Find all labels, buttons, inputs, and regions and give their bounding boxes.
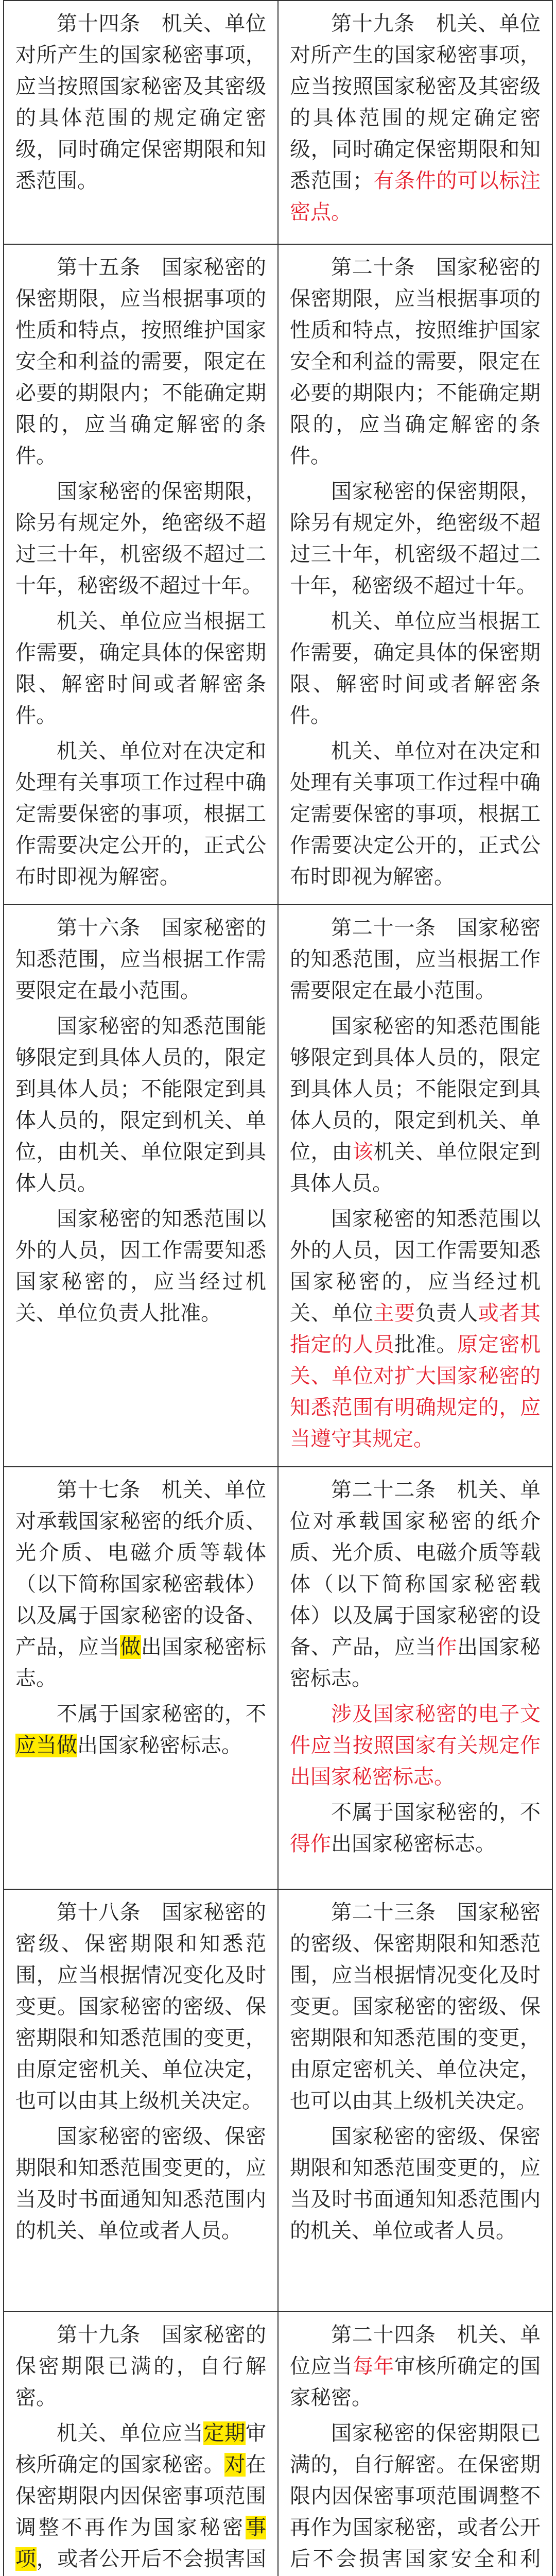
comparison-table-body: [4, 1, 552, 2576]
article-text: 国家秘密的知悉范围能够限定到具体人员的，限定到具体人员；不能限定到具体人员的，限定到机关、单位，由机关、单位限定到具体人员。: [15, 1014, 266, 1195]
article-text: 国家秘密的知悉范围能够限定到具体人员的，限定到具体人员；不能限定到具体人员的，限定到机关、单位，由: [290, 1014, 541, 1164]
new-version-cell: [278, 2312, 552, 2576]
article-text: 国家秘密的知悉范围以外的人员，因工作需要知悉国家秘密的，应当经过机关、单位负责人批准。: [15, 1207, 266, 1325]
article-paragraph: [290, 2319, 541, 2414]
article-text: 第十七条 机关、单位对承载国家秘密的纸介质、光介质、电磁介质等载体（以下简称国家秘密载体）以及属于国家秘密的设备、产品，应当: [15, 1478, 266, 1659]
article-text: 负责人: [415, 1301, 478, 1325]
article-text: 第二十一条 国家秘密的知悉范围，应当根据工作需要限定在最小范围。: [290, 916, 541, 1003]
article-text: 不属于国家秘密的，不: [57, 1702, 266, 1726]
old-version-cell: [4, 2312, 278, 2576]
article-text: 国家秘密的保密期限，除另有规定外，绝密级不超过三十年，机密级不超过二十年，秘密级不超过十年。: [15, 480, 266, 598]
article-text: 国家秘密的保密期限已满的，自行解密。在保密期限内因保密事项范围调整不再作为国家秘密，或者公开后不会损害国家安全和利: [290, 2421, 541, 2571]
article-paragraph: [15, 8, 266, 197]
article-text: 国家秘密的密级、保密期限和知悉范围变更的，应当及时书面通知知悉范围内的机关、单位或者人员。: [15, 2125, 266, 2243]
article-paragraph: [15, 1897, 266, 2117]
article-text: 第二十三条 国家秘密的密级、保密期限和知悉范围，应当根据情况变化及时变更。国家秘密的密级、保密期限和知悉范围的变更，由原定密机关、单位决定，也可以由其上级机关决定。: [290, 1901, 541, 2113]
article-paragraph: [290, 2418, 541, 2576]
article-paragraph: [15, 252, 266, 472]
old-version-cell: [4, 244, 278, 905]
article-text: 第十四条 机关、单位对所产生的国家秘密事项，应当按照国家秘密及其密级的具体范围的规定确定密级，同时确定保密期限和知悉范围。: [15, 12, 266, 193]
old-version-cell: [4, 905, 278, 1467]
article-paragraph: [290, 1897, 541, 2117]
article-text: ，或者公开后不会损害国: [36, 2547, 267, 2571]
article-paragraph: [15, 736, 266, 893]
article-paragraph: [290, 2121, 541, 2247]
article-text: 出国家秘密标志。: [15, 1635, 267, 1690]
highlighted-text: 应当做: [15, 1734, 77, 1757]
article-text: 出国家秘密标志。: [290, 1635, 541, 1690]
old-version-cell: [4, 1467, 278, 1889]
article-text: 出国家秘密标志。: [331, 1832, 496, 1856]
new-version-cell: [278, 1889, 552, 2312]
article-text: 在保密期限内因保密事项范围调整不再作为国家秘密: [15, 2453, 267, 2539]
highlighted-text: 事项: [15, 2516, 266, 2571]
article-paragraph: [290, 8, 541, 228]
new-version-cell: [278, 1, 552, 244]
comparison-row: [4, 1467, 552, 1889]
comparison-row: [4, 1889, 552, 2312]
article-text: 第二十二条 机关、单位对承载国家秘密的纸介质、光介质、电磁介质等载体（以下简称国家秘密载体）以及属于国家秘密的设备、产品，应当: [290, 1478, 541, 1659]
article-paragraph: [15, 2418, 266, 2576]
new-version-cell: [278, 1467, 552, 1889]
article-paragraph: [290, 1797, 541, 1860]
comparison-row: [4, 244, 552, 905]
article-paragraph: [290, 1475, 541, 1694]
article-text: 第十五条 国家秘密的保密期限，应当根据事项的性质和特点，按照维护国家安全和利益的需要，限定在必要的期限内；不能确定期限的，应当确定解密的条件。: [15, 256, 266, 468]
comparison-row: [4, 2312, 552, 2576]
article-paragraph: [290, 736, 541, 893]
amendment-text: 该: [352, 1140, 374, 1164]
article-paragraph: [15, 2319, 266, 2414]
amendment-text: 主要: [373, 1301, 415, 1325]
article-paragraph: [290, 252, 541, 472]
amendment-text: 得作: [290, 1832, 331, 1856]
article-paragraph: [290, 912, 541, 1007]
article-paragraph: [290, 606, 541, 732]
article-text: 机关、单位应当根据工作需要，确定具体的保密期限、解密时间或者解密条件。: [15, 609, 266, 727]
amendment-text: 原定密机关、单位对扩大国家秘密的知悉范围有明确规定的，应当遵守其规定。: [290, 1333, 541, 1451]
article-paragraph: [15, 201, 266, 232]
old-version-cell: [4, 1889, 278, 2312]
article-paragraph: [290, 1699, 541, 1793]
article-paragraph: [290, 1204, 541, 1455]
article-text: 第十九条 机关、单位对所产生的国家秘密事项，应当按照国家秘密及其密级的具体范围的规定确定密级，同时确定保密期限和知悉范围；: [290, 12, 541, 193]
comparison-row: [4, 1, 552, 244]
article-text: 第二十四条 机关、单位应当: [290, 2323, 541, 2378]
article-paragraph: [290, 1011, 541, 1199]
new-version-cell: [278, 905, 552, 1467]
amendment-text: 涉及国家秘密的电子文件应当按照国家有关规定作出国家秘密标志。: [290, 1702, 541, 1789]
new-version-cell: [278, 244, 552, 905]
amendment-text: 每年: [352, 2354, 395, 2378]
article-paragraph: [15, 476, 266, 602]
article-text: 审核所确定的国家秘密。: [290, 2354, 541, 2410]
highlighted-text: 定期: [203, 2421, 246, 2445]
old-version-cell: [4, 1, 278, 244]
article-paragraph: [290, 476, 541, 602]
article-paragraph: [15, 2121, 266, 2247]
law-comparison-table: [3, 0, 553, 2576]
amendment-text: 或者其指定的人员: [290, 1301, 541, 1357]
article-text: 机关、单位应当: [57, 2421, 204, 2445]
amendment-text: 作: [436, 1635, 458, 1659]
article-text: 第二十条 国家秘密的保密期限，应当根据事项的性质和特点，按照维护国家安全和利益的需要，限定在必要的期限内；不能确定期限的，应当确定解密的条件。: [290, 256, 541, 468]
article-text: 国家秘密的密级、保密期限和知悉范围变更的，应当及时书面通知知悉范围内的机关、单位或者人员。: [290, 2125, 541, 2243]
article-text: 出国家秘密标志。: [77, 1734, 242, 1757]
article-text: 第十六条 国家秘密的知悉范围，应当根据工作需要限定在最小范围。: [15, 916, 266, 1003]
article-text: 不属于国家秘密的，不: [331, 1801, 541, 1824]
article-text: 机关、单位限定到具体人员。: [290, 1140, 541, 1195]
highlighted-text: 做: [120, 1635, 141, 1659]
article-paragraph: [15, 1204, 266, 1329]
article-text: 审核所确定的国家秘密。: [15, 2421, 267, 2477]
article-text: 机关、单位应当根据工作需要，确定具体的保密期限、解密时间或者解密条件。: [290, 609, 541, 727]
article-text: 第十九条 国家秘密的保密期限已满的，自行解密。: [15, 2323, 266, 2410]
article-paragraph: [15, 912, 266, 1007]
article-paragraph: [15, 1699, 266, 1761]
article-paragraph: [15, 1011, 266, 1199]
article-paragraph: [15, 1475, 266, 1694]
highlighted-text: 对: [224, 2453, 246, 2477]
article-text: 国家秘密的知悉范围以外的人员，因工作需要知悉国家秘密的，应当经过机关、单位: [290, 1207, 541, 1325]
article-paragraph: [15, 606, 266, 732]
comparison-row: [4, 905, 552, 1467]
article-text: 机关、单位对在决定和处理有关事项工作过程中确定需要保密的事项，根据工作需要决定公开的，正式公布时即视为解密。: [15, 739, 266, 889]
article-text: 机关、单位对在决定和处理有关事项工作过程中确定需要保密的事项，根据工作需要决定公开的，正式公布时即视为解密。: [290, 739, 541, 889]
amendment-text: 有条件的可以标注密点。: [290, 169, 541, 224]
article-text: 第十八条 国家秘密的密级、保密期限和知悉范围，应当根据情况变化及时变更。国家秘密的密级、保密期限和知悉范围的变更，由原定密机关、单位决定，也可以由其上级机关决定。: [15, 1901, 266, 2113]
article-text: 批准。: [394, 1333, 458, 1357]
article-text: 国家秘密的保密期限，除另有规定外，绝密级不超过三十年，机密级不超过二十年，秘密级不超过十年。: [290, 480, 541, 598]
